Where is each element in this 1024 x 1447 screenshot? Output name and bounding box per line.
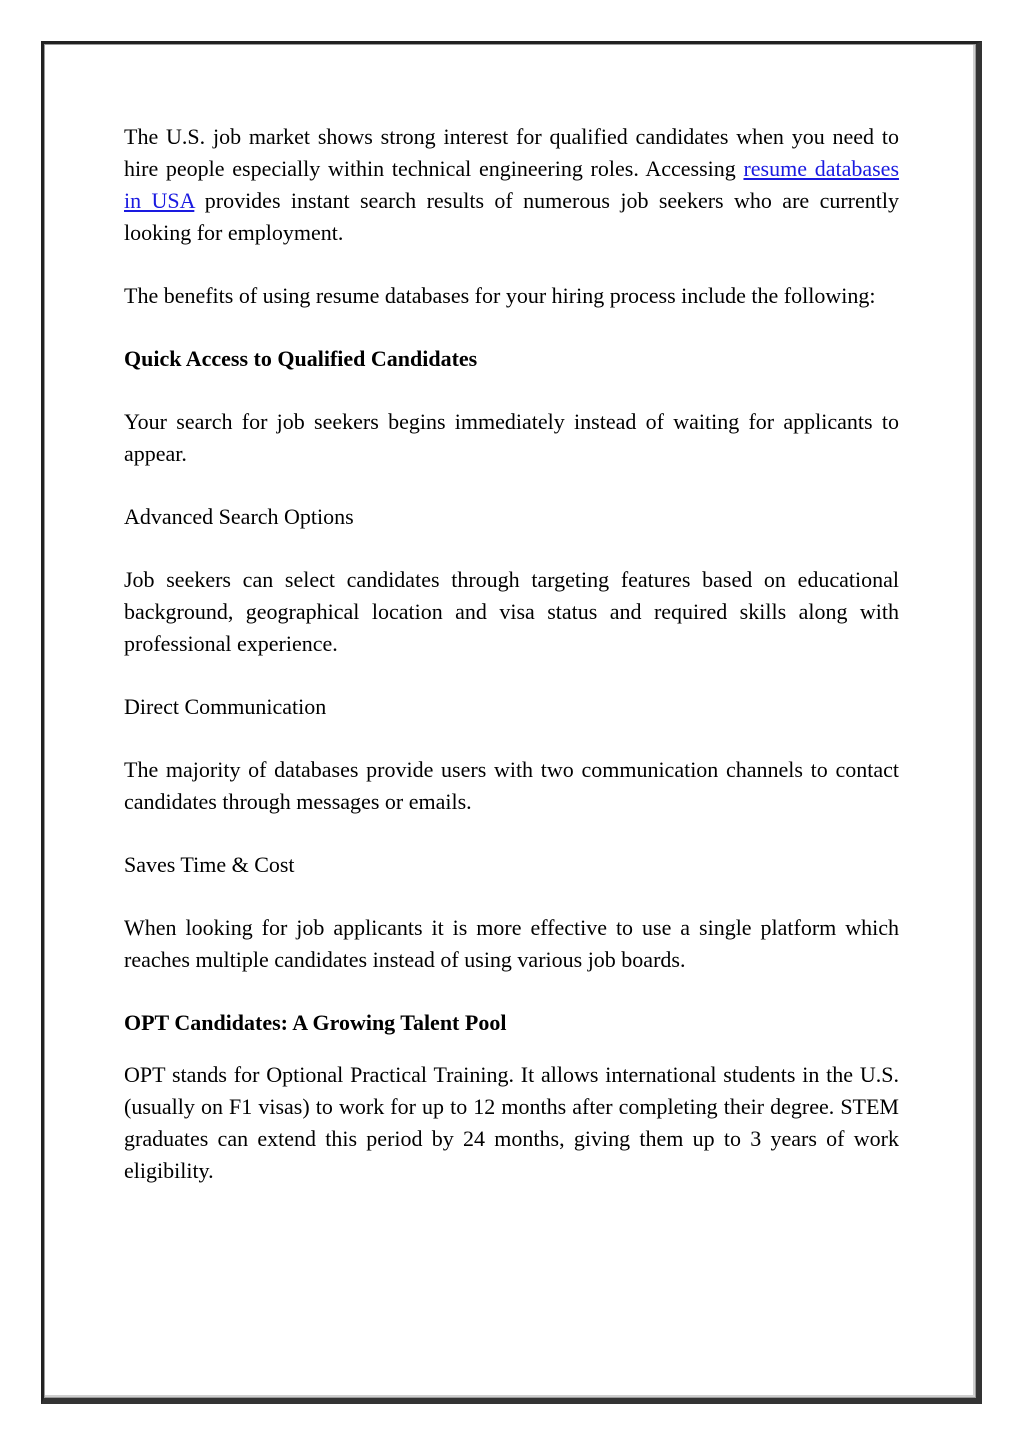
intro-text-start: The U.S. job market shows strong interest for qualified candidates when you need to hire people especially within technical engineering roles. Accessing — [124, 124, 899, 181]
section-body-quick-access: Your search for job seekers begins immediately instead of waiting for applicants to appear. — [124, 409, 899, 466]
section-heading-direct-communication: Direct Communication — [124, 694, 327, 719]
section-heading-opt: OPT Candidates: A Growing Talent Pool — [124, 1010, 507, 1035]
section-heading-advanced-search: Advanced Search Options — [124, 504, 354, 529]
intro-text-end: provides instant search results of numerous job seekers who are currently looking for employment. — [124, 188, 899, 245]
section-body-advanced-search: Job seekers can select candidates through targeting features based on educational background, geographical location and visa status and required skills along with professional experience. — [124, 567, 899, 656]
document-body — [124, 121, 899, 1218]
section-body-saves-time: When looking for job applicants it is more effective to use a single platform which reaches multiple candidates instead of using various job boards. — [124, 915, 899, 972]
section-heading-saves-time: Saves Time & Cost — [124, 852, 295, 877]
intro-paragraph — [124, 121, 899, 249]
section-heading-quick-access: Quick Access to Qualified Candidates — [124, 346, 478, 371]
resume-databases-link[interactable]: resume databases in USA — [124, 156, 900, 213]
section-body-direct-communication: The majority of databases provide users with two communication channels to contact candidates through messages or emails. — [124, 757, 899, 814]
benefits-intro-paragraph: The benefits of using resume databases for your hiring process include the following: — [124, 283, 876, 308]
section-body-opt: OPT stands for Optional Practical Training. It allows international students in the U.S. (usually on F1 visas) to work for up to 12 months after completing their degree. STEM graduates can extend this period by 24 months, giving them up to 3 years of work eligibility. — [124, 1062, 899, 1183]
